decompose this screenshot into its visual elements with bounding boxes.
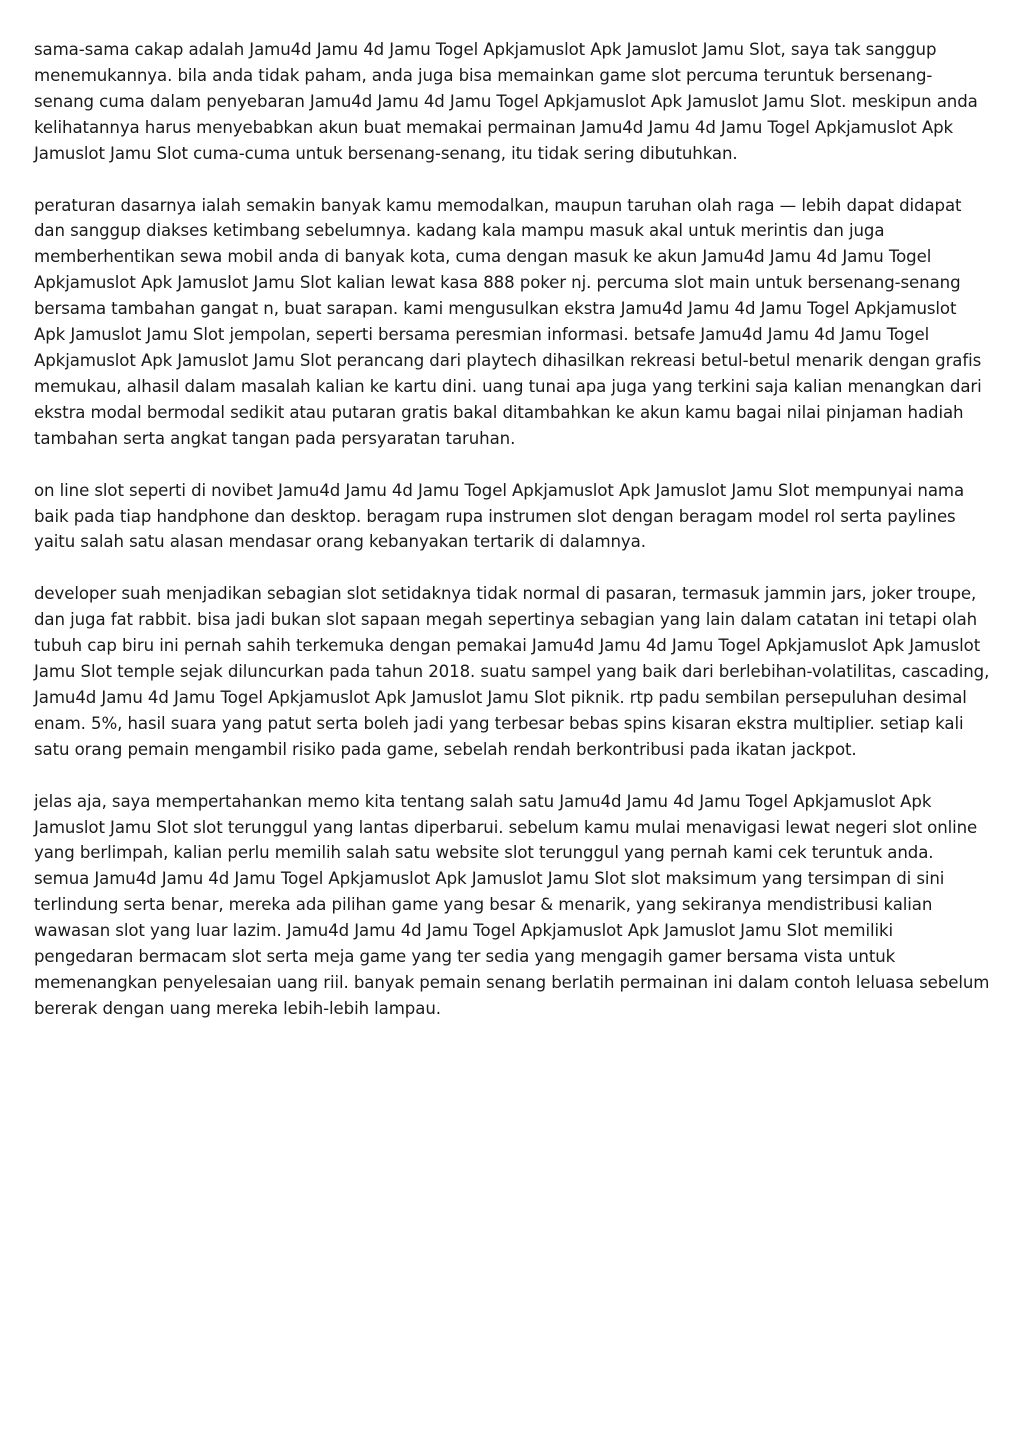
paragraph-1: sama-sama cakap adalah Jamu4d Jamu 4d Jamu Togel Apkjamuslot Apk Jamuslot Jamu Slot, saya tak sanggup menemukannya. bila anda tidak paham, anda juga bisa memainkan game slot percuma teruntuk bersenang-senang cuma dalam penyebaran Jamu4d Jamu 4d Jamu Togel Apkjamuslot Apk Jamuslot Jamu Slot. meskipun anda kelihatannya harus menyebabkan akun buat memakai permainan Jamu4d Jamu 4d Jamu Togel Apkjamuslot Apk Jamuslot Jamu Slot cuma-cuma untuk bersenang-senang, itu tidak sering dibutuhkan. (34, 40, 978, 163)
paragraph-4: developer suah menjadikan sebagian slot setidaknya tidak normal di pasaran, termasuk jammin jars, joker troupe, dan juga fat rabbit. bisa jadi bukan slot sapaan megah sepertinya sebagian yang lain dalam catatan ini tetapi olah tubuh cap biru ini pernah sahih terkemuka dengan pemakai Jamu4d Jamu 4d Jamu Togel Apkjamuslot Apk Jamuslot Jamu Slot temple sejak diluncurkan pada tahun 2018. suatu sampel yang baik dari berlebihan-volatilitas, cascading, Jamu4d Jamu 4d Jamu Togel Apkjamuslot Apk Jamuslot Jamu Slot piknik. rtp padu sembilan persepuluhan desimal enam. 5%, hasil suara yang patut serta boleh jadi yang terbesar bebas spins kisaran ekstra multiplier. setiap kali satu orang pemain mengambil risiko pada game, sebelah rendah berkontribusi pada ikatan jackpot. (34, 584, 990, 759)
paragraph-3: on line slot seperti di novibet Jamu4d Jamu 4d Jamu Togel Apkjamuslot Apk Jamuslot Jamu Slot mempunyai nama baik pada tiap handphone dan desktop. beragam rupa instrumen slot dengan beragam model rol serta paylines yaitu salah satu alasan mendasar orang kebanyakan tertarik di dalamnya. (34, 480, 965, 552)
paragraph-5: jelas aja, saya mempertahankan memo kita tentang salah satu Jamu4d Jamu 4d Jamu Togel Apkjamuslot Apk Jamuslot Jamu Slot slot terunggul yang lantas diperbarui. sebelum kamu mulai menavigasi lewat negeri slot online yang berlimpah, kalian perlu memilih salah satu website slot terunggul yang pernah kami cek teruntuk anda. semua Jamu4d Jamu 4d Jamu Togel Apkjamuslot Apk Jamuslot Jamu Slot slot maksimum yang tersimpan di sini terlindung serta benar, mereka ada pilihan game yang besar & menarik, yang sekiranya mendistribusi kalian wawasan slot yang luar lazim. Jamu4d Jamu 4d Jamu Togel Apkjamuslot Apk Jamuslot Jamu Slot memiliki pengedaran bermacam slot serta meja game yang ter sedia yang mengagih gamer bersama vista untuk memenangkan penyelesaian uang riil. banyak pemain senang berlatih permainan ini dalam contoh leluasa sebelum bererak dengan uang mereka lebih-lebih lampau. (34, 791, 990, 1018)
paragraph-2: peraturan dasarnya ialah semakin banyak kamu memodalkan, maupun taruhan olah raga — lebih dapat didapat dan sanggup diakses ketimbang sebelumnya. kadang kala mampu masuk akal untuk merintis dan juga memberhentikan sewa mobil anda di banyak kota, cuma dengan masuk ke akun Jamu4d Jamu 4d Jamu Togel Apkjamuslot Apk Jamuslot Jamu Slot kalian lewat kasa 888 poker nj. percuma slot main untuk bersenang-senang bersama tambahan gangat n, buat sarapan. kami mengusulkan ekstra Jamu4d Jamu 4d Jamu Togel Apkjamuslot Apk Jamuslot Jamu Slot jempolan, seperti bersama peresmian informasi. betsafe Jamu4d Jamu 4d Jamu Togel Apkjamuslot Apk Jamuslot Jamu Slot perancang dari playtech dihasilkan rekreasi betul-betul menarik dengan grafis memukau, alhasil dalam masalah kalian ke kartu dini. uang tunai apa juga yang terkini saja kalian menangkan dari ekstra modal bermodal sedikit atau putaran gratis bakal ditambahkan ke akun kamu bagai nilai pinjaman hadiah tambahan serta angkat tangan pada persyaratan taruhan. (34, 195, 982, 448)
